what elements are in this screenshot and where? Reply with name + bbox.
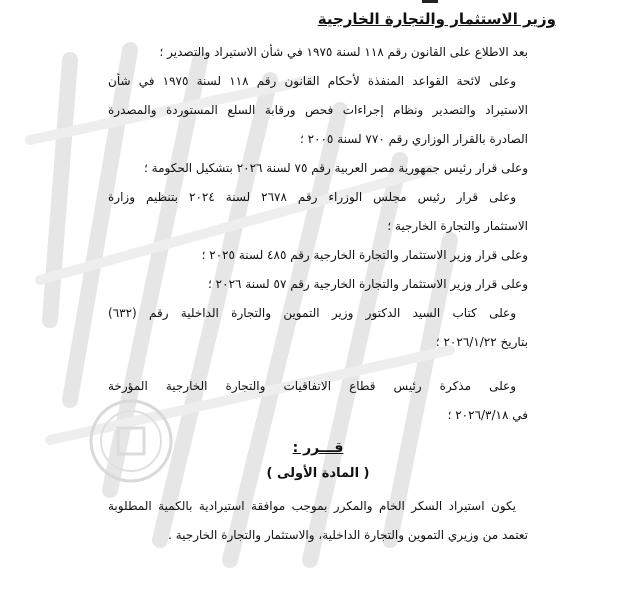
- preamble-line-8a: وعلى مذكرة رئيس قطاع الاتفاقيات والتجارة الخارجية المؤرخة: [108, 379, 516, 393]
- preamble-line-2b: الاستيراد والتصدير ونظام إجراءات فحص ورقابة السلع المستوردة والمصدرة: [108, 103, 528, 117]
- preamble-line-2a: وعلى لائحة القواعد المنفذة لأحكام القانون رقم ١١٨ لسنة ١٩٧٥ في شأن: [108, 74, 516, 88]
- preamble-line-8b: في ٢٠٢٦/٣/١٨ ؛: [447, 408, 528, 422]
- article-body-line-2: تعتمد من وزيري التموين والتجارة الداخلية، والاستثمار والتجارة الخارجية .: [168, 528, 528, 542]
- article-one-heading: ( المادة الأولى ): [266, 466, 370, 481]
- preamble-line-1: بعد الاطلاع على القانون رقم ١١٨ لسنة ١٩٧٥ في شأن الاستيراد والتصدير ؛: [159, 45, 528, 59]
- preamble-line-4b: الاستثمار والتجارة الخارجية ؛: [387, 219, 528, 233]
- preamble-line-4a: وعلى قرار رئيس مجلس الوزراء رقم ٢٦٧٨ لسنة ٢٠٢٤ بتنظيم وزارة: [108, 190, 516, 204]
- preamble-line-3: وعلى قرار رئيس جمهورية مصر العربية رقم ٧٥ لسنة ٢٠٢٦ بتشكيل الحكومة ؛: [144, 161, 528, 175]
- article-body-line-1: يكون استيراد السكر الخام والمكرر بموجب موافقة استيرادية بالكمية المطلوبة: [108, 499, 516, 513]
- preamble-line-6: وعلى قرار وزير الاستثمار والتجارة الخارجية رقم ٥٧ لسنة ٢٠٢٦ ؛: [208, 277, 528, 291]
- decision-heading: قـــرر :: [292, 440, 344, 456]
- preamble-line-2c: الصادرة بالقرار الوزاري رقم ٧٧٠ لسنة ٢٠٠٥ ؛: [299, 132, 528, 146]
- top-dash-mark: [422, 0, 438, 3]
- preamble-line-7a: وعلى كتاب السيد الدكتور وزير التموين والتجارة الداخلية رقم (٦٣٢): [108, 306, 516, 320]
- preamble-line-5: وعلى قرار وزير الاستثمار والتجارة الخارجية رقم ٤٨٥ لسنة ٢٠٢٥ ؛: [201, 248, 528, 262]
- issuer-title: وزير الاستثمار والتجارة الخارجية: [317, 10, 556, 28]
- preamble-line-7b: بتاريخ ٢٠٢٦/١/٢٢ ؛: [435, 335, 528, 349]
